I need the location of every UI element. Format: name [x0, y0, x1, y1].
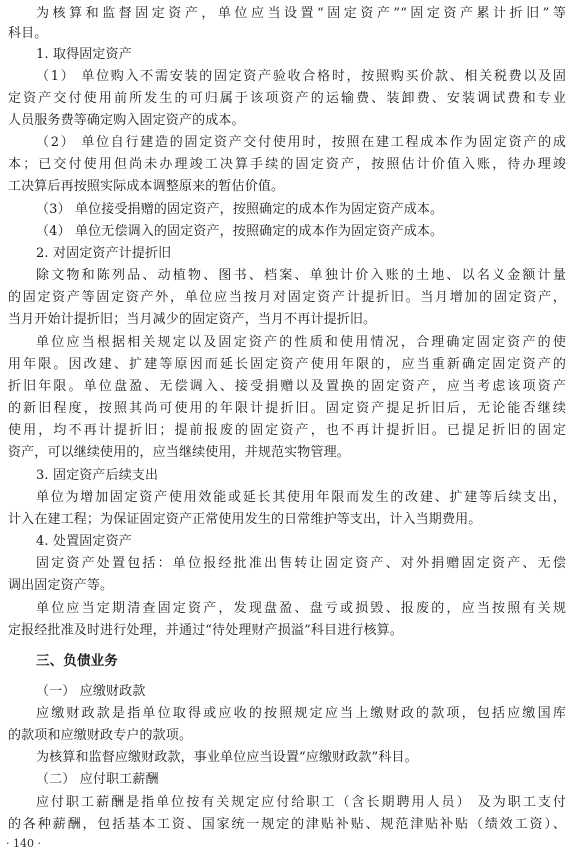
- paragraph-line: 应付职工薪酬是指单位按有关规定应付给职工（含长期聘用人员） 及为职工支付: [36, 795, 566, 810]
- paragraph-line: 人员服务费等确定购入固定资产的成本。: [8, 113, 245, 128]
- paragraph-line: （4） 单位无偿调入的固定资产，按照确定的成本作为固定资产成本。: [36, 224, 444, 239]
- paragraph-line: 单位应当根据相关规定以及固定资产的性质和使用情况，合理确定固定资产的使: [36, 335, 566, 350]
- subsection-heading: （二） 应付职工薪酬: [36, 772, 159, 787]
- paragraph-line: 用年限。因改建、扩建等原因而延长固定资产使用年限的，应当重新确定固定资产的: [8, 357, 566, 372]
- section-heading: 4. 处置固定资产: [36, 534, 132, 549]
- paragraph-line: （2） 单位自行建造的固定资产交付使用时，按照在建工程成本作为固定资产的成: [36, 135, 566, 150]
- paragraph-line: 除文物和陈列品、动植物、图书、档案、单独计价入账的土地、以名义金额计量: [36, 268, 566, 283]
- paragraph-line: 单位为增加固定资产使用效能或延长其使用年限而发生的改建、扩建等后续支出，: [36, 490, 566, 505]
- chapter-heading: 三、负债业务: [36, 653, 118, 669]
- paragraph-line: 应缴财政款是指单位取得或应收的按照规定应当上缴财政的款项，包括应缴国库: [36, 706, 566, 721]
- page-number: · 140 ·: [6, 837, 41, 850]
- paragraph-line: 科目。: [8, 26, 48, 41]
- paragraph-line: 固定资产处置包括：单位报经批准出售转让固定资产、对外捐赠固定资产、无偿: [36, 556, 566, 571]
- paragraph-line: 的各种薪酬，包括基本工资、国家统一规定的津贴补贴、规范津贴补贴（绩效工资）、: [8, 817, 566, 832]
- paragraph-line: 计入在建工程；为保证固定资产正常使用发生的日常维护等支出，计入当期费用。: [8, 512, 482, 527]
- paragraph-line: （1） 单位购入不需安装的固定资产验收合格时，按照购买价款、相关税费以及固: [36, 69, 566, 84]
- paragraph-line: 的新旧程度，按照其尚可使用的年限计提折旧。固定资产提足折旧后，无论能否继续: [8, 401, 566, 416]
- paragraph-line: 定资产交付使用前所发生的可归属于该项资产的运输费、装卸费、安装调试费和专业: [8, 91, 566, 106]
- subsection-heading: （一） 应缴财政款: [36, 684, 146, 699]
- paragraph-line: 为核算和监督应缴财政款，事业单位应当设置“应缴财政款”科目。: [36, 750, 418, 765]
- paragraph-line: 单位应当定期清查固定资产，发现盘盈、盘亏或损毁、报废的，应当按照有关规: [36, 601, 566, 616]
- paragraph-line: 的固定资产等固定资产外，单位应当按月对固定资产计提折旧。当月增加的固定资产，: [8, 290, 566, 305]
- paragraph-line: （3） 单位接受捐赠的固定资产，按照确定的成本作为固定资产成本。: [36, 202, 444, 217]
- paragraph-line: 资产，可以继续使用的，应当继续使用，并规范实物管理。: [8, 445, 350, 460]
- paragraph-line: 折旧年限。单位盘盈、无偿调入、接受捐赠以及置换的固定资产，应当考虑该项资产: [8, 379, 566, 394]
- section-heading: 2. 对固定资产计提折旧: [36, 246, 172, 261]
- paragraph-line: 当月开始计提折旧；当月减少的固定资产，当月不再计提折旧。: [8, 312, 377, 327]
- paragraph-line: 为核算和监督固定资产，单位应当设置“固定资产”“固定资产累计折旧”等: [36, 6, 566, 21]
- paragraph-line: 定报经批准及时进行处理，并通过“待处理财产损溢”科目进行核算。: [8, 623, 403, 638]
- paragraph-line: 工决算后再按照实际成本调整原来的暂估价值。: [8, 179, 285, 194]
- section-heading: 1. 取得固定资产: [36, 47, 132, 62]
- paragraph-line: 调出固定资产等。: [8, 578, 114, 593]
- section-heading: 3. 固定资产后续支出: [36, 468, 159, 483]
- paragraph-line: 使用，均不再计提折旧；提前报废的固定资产，也不再计提折旧。已提足折旧的固定: [8, 423, 566, 438]
- paragraph-line: 的款项和应缴财政专户的款项。: [8, 728, 193, 743]
- paragraph-line: 本；已交付使用但尚未办理竣工决算手续的固定资产，按照估计价值入账，待办理竣: [8, 157, 566, 172]
